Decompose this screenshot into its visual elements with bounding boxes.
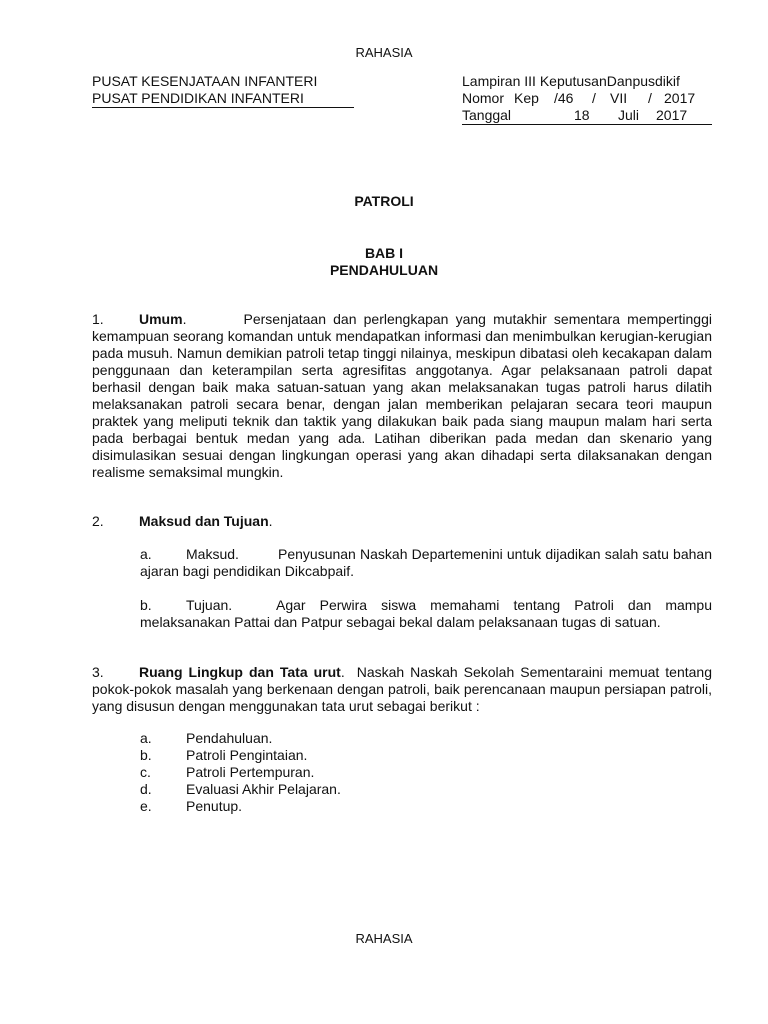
nomor-line: [462, 90, 712, 107]
list-item-letter: e.: [140, 798, 152, 814]
section-1-text: Persenjataan dan perlengkapan yang mutakhir sementara mempertinggi kemampuan seorang komandan untuk mendapatkan informasi dan menimbulkan kerugian-kerugian pada musuh. Namun demikian patroli tetap tinggi nilainya, meskipun dibatasi oleh kecakapan dalam penggunaan dan keterampilan serta agresifitas anggotanya. Agar pelaksanaan patroli dapat berhasil dengan baik maka satuan-satuan yang akan melaksanakan tugas patroli harus dilatih melaksanakan patroli secara benar, dengan jalan memberikan pelajaran secara teori maupun praktek yang meliputi teknik dan taktik yang dilakukan baik pada siang maupun malam hari serta pada berbagai bentuk medan yang ada. Latihan diberikan pada medan dan skenario yang disimulasikan sesuai dengan lingkungan operasi yang akan dihadapi serta dilaksanakan dengan realisme semaksimal mungkin.: [92, 311, 712, 480]
header-right: [462, 73, 712, 125]
list-item-letter: b.: [140, 747, 152, 763]
section-3-number: 3.: [92, 664, 104, 680]
lampiran-line: Lampiran III KeputusanDanpusdikif: [462, 73, 680, 89]
section-3-text: Naskah Naskah Sekolah Sementaraini memuat tentang pokok-pokok masalah yang berkenaan dengan patroli, baik perencanaan maupun persiapan patroli, yang disusun dengan menggunakan tata urut sebagai berikut :: [92, 664, 713, 714]
section-1-heading: Umum: [139, 311, 183, 327]
tanggal-year: 2017: [656, 107, 688, 123]
classification-bottom: RAHASIA: [355, 931, 413, 946]
section-2a-label: Maksud.: [186, 546, 239, 562]
nomor-separator-2: /: [648, 90, 652, 106]
header-left: [92, 73, 354, 108]
section-2a-text: Penyusunan Naskah Departemenini untuk dijadikan salah satu bahan ajaran bagi pendidikan Dikcabpaif.: [140, 546, 712, 579]
list-item: [140, 747, 341, 764]
section-2a-letter: a.: [140, 546, 152, 562]
list-item: [140, 764, 341, 781]
chapter-name: PENDAHULUAN: [329, 262, 439, 278]
nomor-year: 2017: [664, 90, 696, 106]
section-3: 3. Ruang Lingkup dan Tata urut. Naskah Naskah Sekolah Sementaraini memuat tentang pokok-pokok masalah yang berkenaan dengan patroli, baik perencanaan maupun persiapan patroli, yang disusun dengan menggunakan tata urut sebagai berikut :: [92, 664, 713, 714]
list-item: [140, 798, 341, 815]
section-2-item-b: [140, 597, 712, 631]
header-left-line1: PUSAT KESENJATAAN INFANTERI: [92, 73, 318, 89]
tanggal-day: 18: [574, 107, 590, 123]
section-2-heading: Maksud dan Tujuan: [139, 513, 269, 529]
nomor-kep: Kep: [514, 90, 539, 106]
list-item-letter: d.: [140, 781, 152, 797]
list-item: [140, 781, 341, 798]
tanggal-month: Juli: [618, 107, 640, 123]
section-2b-label: Tujuan.: [186, 597, 233, 613]
list-item-text: Evaluasi Akhir Pelajaran.: [186, 781, 341, 797]
document-title: PATROLI: [354, 193, 414, 209]
nomor-month: VII: [610, 90, 628, 106]
list-item-letter: a.: [140, 730, 152, 746]
classification-top: RAHASIA: [355, 45, 413, 60]
list-item: [140, 730, 341, 747]
section-2b-text: Agar Perwira siswa memahami tentang Patroli dan mampu melaksanakan Pattai dan Patpur sebagai bekal dalam pelaksanaan tugas di satuan.: [140, 597, 712, 630]
section-2-item-a: [140, 546, 712, 580]
list-item-text: Patroli Pengintaian.: [186, 747, 308, 763]
chapter-number: BAB I: [364, 245, 404, 261]
list-item-text: Pendahuluan.: [186, 730, 273, 746]
section-3-list: [140, 730, 341, 815]
list-item-letter: c.: [140, 764, 151, 780]
section-1-number: 1.: [92, 311, 104, 327]
section-2b-letter: b.: [140, 597, 152, 613]
nomor-separator-1: /: [592, 90, 596, 106]
section-3-heading: Ruang Lingkup dan Tata urut: [139, 664, 341, 680]
nomor-number: /46: [554, 90, 574, 106]
header-left-line2: PUSAT PENDIDIKAN INFANTERI: [92, 90, 354, 108]
tanggal-line: [462, 107, 712, 125]
list-item-text: Patroli Pertempuran.: [186, 764, 315, 780]
nomor-label: Nomor: [462, 90, 505, 106]
section-1: 1. Umum. Persenjataan dan perlengkapan yang mutakhir sementara mempertinggi kemampuan seorang komandan untuk mendapatkan informasi dan menimbulkan kerugian-kerugian pada musuh. Namun demikian patroli tetap tinggi nilainya, meskipun dibatasi oleh kecakapan dalam penggunaan dan keterampilan serta agresifitas anggotanya. Agar pelaksanaan patroli dapat berhasil dengan baik maka satuan-satuan yang akan melaksanakan tugas patroli harus dilatih melaksanakan patroli secara benar, dengan jalan memberikan pelajaran secara teori maupun praktek yang meliputi teknik dan taktik yang dilakukan baik pada siang maupun malam hari serta pada berbagai bentuk medan yang ada. Latihan diberikan pada medan dan skenario yang disimulasikan sesuai dengan lingkungan operasi yang akan dihadapi serta dilaksanakan dengan realisme semaksimal mungkin.: [92, 311, 712, 480]
list-item-text: Penutup.: [186, 798, 243, 814]
tanggal-label: Tanggal: [462, 107, 512, 123]
section-2-heading-line: 2. Maksud dan Tujuan.: [92, 513, 273, 529]
section-2-number: 2.: [92, 513, 104, 529]
